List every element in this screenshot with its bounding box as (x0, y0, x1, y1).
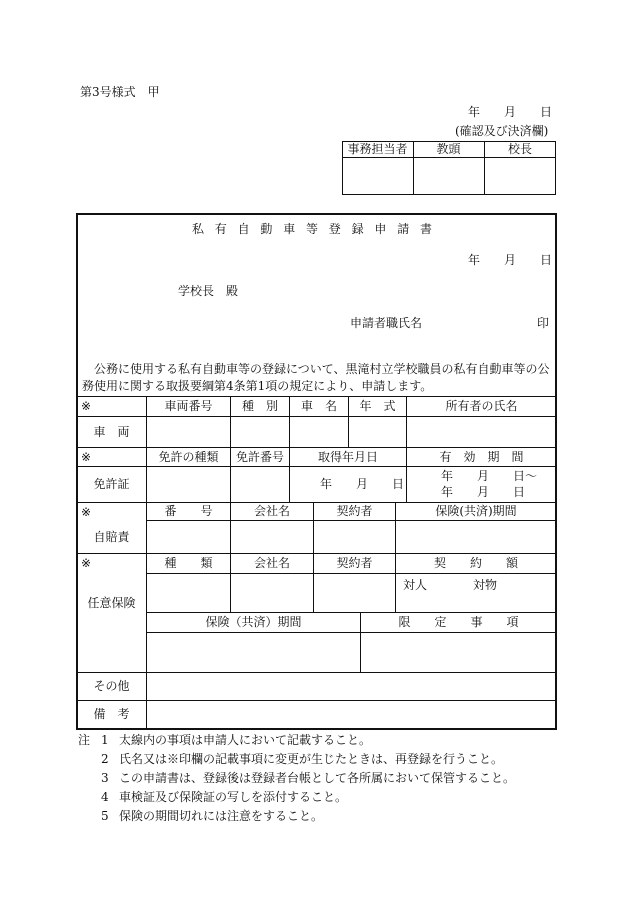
voluntary-header-kind: 種 類 (164, 556, 213, 570)
compulsory-mark: ※ (81, 505, 92, 519)
compulsory-header-period: 保険(共済)期間 (435, 504, 517, 518)
form-number: 第3号様式 甲 (80, 85, 160, 99)
addressee: 学校長 殿 (178, 284, 239, 298)
top-date-month: 月 (504, 105, 517, 119)
voluntary-per-person: 対人 (403, 578, 428, 592)
rule-vehicle-header (77, 416, 556, 417)
top-date-day: 日 (540, 105, 553, 119)
license-acquired-month: 月 (356, 477, 369, 491)
license-header-acquired: 取得年月日 (317, 449, 378, 464)
rule-compulsory-header (147, 520, 556, 521)
voluntary-label: 任意保険 (87, 595, 136, 610)
compulsory-header-contractor: 契約者 (336, 504, 373, 518)
note-5-text: 保険の期間切れには注意をすること。 (119, 809, 324, 823)
license-header-valid-period: 有 効 期 間 (439, 449, 524, 464)
top-date-year: 年 (468, 105, 481, 119)
note-1-text: 太線内の事項は申請人において記載すること。 (119, 733, 372, 747)
license-mark: ※ (81, 450, 92, 464)
other-label: その他 (93, 679, 130, 693)
seal-mark: 印 (537, 316, 550, 330)
approval-header-clerk: 事務担当者 (347, 142, 408, 156)
license-label: 免許証 (93, 477, 130, 491)
voluntary-header-company: 会社名 (253, 556, 290, 570)
note-4-number: 4 (101, 790, 109, 804)
license-header-number: 免許番号 (235, 449, 284, 464)
vehicle-header-type: 種 別 (241, 399, 278, 413)
form-date-month: 月 (504, 253, 517, 267)
rule-license-header (77, 466, 556, 467)
note-4-text: 車検証及び保険証の写しを添付すること。 (119, 790, 348, 804)
statement-line-2: 務使用に関する取扱要綱第4条第1項の規定により、申請します。 (82, 379, 433, 393)
license-acquired-year: 年 (320, 477, 333, 491)
form-date-year: 年 (468, 253, 481, 267)
license-valid-to: 年 月 日 (441, 485, 526, 499)
statement-line-1: 公務に使用する私有自動車等の登録について、黒滝村立学校職員の私有自動車等の公 (94, 362, 550, 376)
form-title: 私有自動車等登録申請書 (192, 222, 443, 236)
voluntary-header-amount: 契 約 額 (433, 556, 518, 570)
compulsory-label: 自賠責 (93, 529, 130, 544)
approval-caption: (確認及び決済欄) (455, 124, 549, 138)
vehicle-label: 車 両 (93, 424, 130, 439)
applicant-label: 申請者職氏名 (350, 316, 423, 330)
license-valid-from: 年 月 日～ (441, 469, 538, 483)
rule-remarks-top (77, 700, 556, 701)
note-2-number: 2 (101, 752, 109, 766)
approval-header-vice-principal: 教頭 (436, 142, 461, 156)
voluntary-period-header: 保険（共済）期間 (205, 615, 302, 629)
note-3-number: 3 (101, 771, 109, 785)
rule-other-top (77, 672, 556, 673)
note-1-number: 1 (101, 733, 109, 747)
vehicle-header-model-year: 年 式 (359, 399, 396, 413)
rule-voluntary-period-header (147, 632, 556, 633)
license-header-kind: 免許の種類 (158, 449, 219, 464)
form-date-day: 日 (540, 253, 553, 267)
compulsory-header-number: 番 号 (164, 504, 213, 518)
notes-prefix: 注 (78, 733, 91, 747)
application-statement (82, 361, 556, 395)
approval-header-principal: 校長 (507, 142, 532, 156)
vehicle-mark: ※ (81, 399, 92, 413)
voluntary-header-contractor: 契約者 (336, 556, 373, 570)
vehicle-header-name: 車 名 (300, 399, 337, 413)
note-3-text: この申請書は、登録後は登録者台帳として各所属において保管すること。 (119, 771, 516, 785)
rule-voluntary-header (147, 573, 556, 574)
vehicle-header-number: 車両番号 (164, 399, 213, 413)
license-acquired-day: 日 (392, 477, 405, 491)
approval-header-divider (342, 157, 556, 158)
voluntary-per-property: 対物 (473, 578, 498, 592)
note-5-number: 5 (101, 809, 109, 823)
vehicle-header-owner: 所有者の氏名 (445, 399, 518, 413)
remarks-label: 備 考 (93, 707, 130, 721)
voluntary-limit-header: 限 定 事 項 (398, 615, 519, 629)
voluntary-mark: ※ (81, 556, 92, 570)
compulsory-header-company: 会社名 (253, 504, 290, 518)
note-2-text: 氏名又は※印欄の記載事項に変更が生じたときは、再登録を行うこと。 (119, 752, 504, 766)
